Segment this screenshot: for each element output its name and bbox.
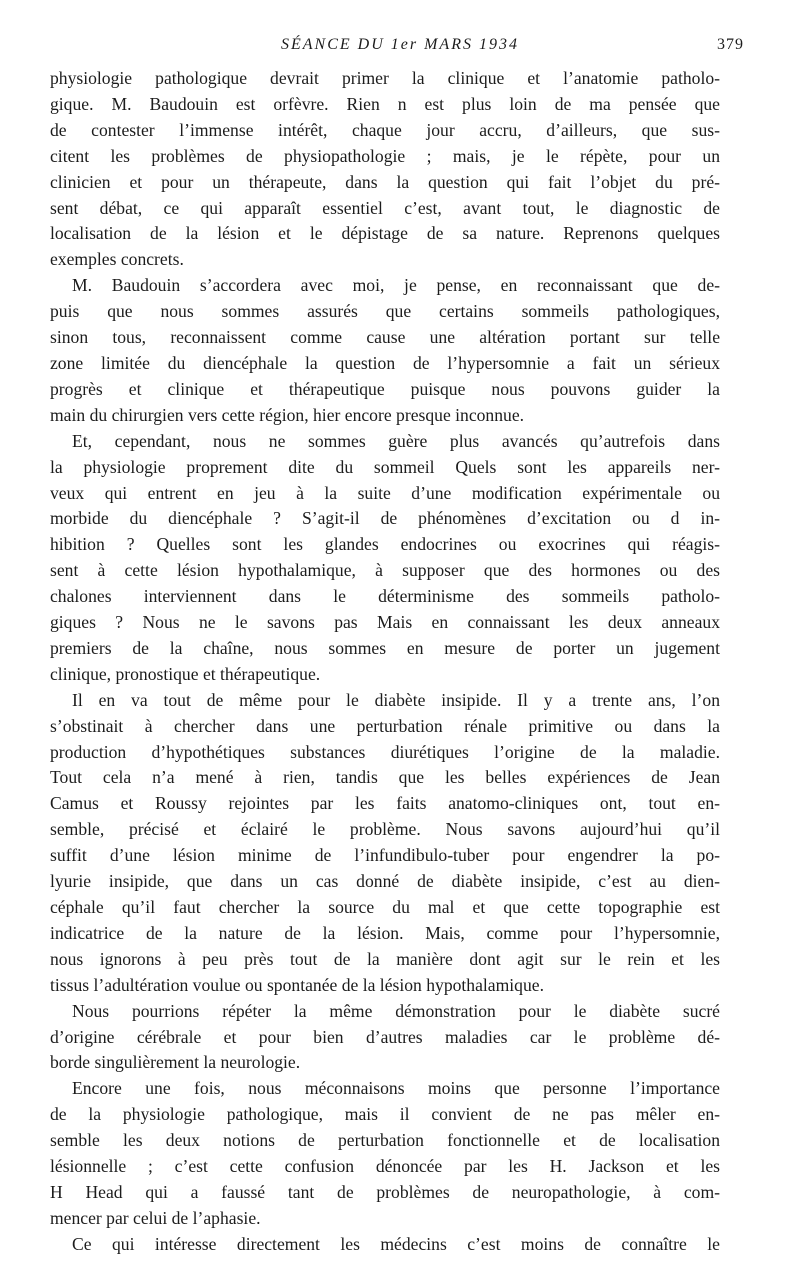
text-line: hibition ? Quelles sont les glandes endocrines ou exocrines qui réagis- bbox=[50, 534, 720, 555]
text-line: morbide du diencéphale ? S’agit-il de phénomènes d’excitation ou d in- bbox=[50, 508, 720, 529]
text-line: borde singulièrement la neurologie. bbox=[50, 1052, 301, 1073]
text-line: semble, précisé et éclairé le problème. Nous savons aujourd’hui qu’il bbox=[50, 819, 720, 840]
text-line: premiers de la chaîne, nous sommes en mesure de porter un jugement bbox=[50, 637, 720, 658]
text-line: nous ignorons à peu près tout de la manière dont agit sur le rein et les bbox=[50, 948, 720, 969]
text-line: giques ? Nous ne le savons pas Mais en connaissant les deux anneaux bbox=[50, 612, 720, 633]
text-line: de la physiologie pathologique, mais il convient de ne pas mêler en- bbox=[50, 1104, 720, 1125]
text-line: suffit d’une lésion minime de l’infundibulo-tuber pour engendrer la po- bbox=[50, 845, 720, 866]
text-line: lyurie insipide, que dans un cas donné de diabète insipide, c’est au dien- bbox=[50, 871, 720, 892]
text-line: Camus et Roussy rejointes par les faits anatomo-cliniques ont, tout en- bbox=[50, 793, 720, 814]
text-line: de contester l’immense intérêt, chaque jour accru, d’ailleurs, que sus- bbox=[50, 119, 720, 140]
text-line: citent les problèmes de physiopathologie ; mais, je le répète, pour un bbox=[50, 145, 720, 166]
text-line: s’obstinait à chercher dans une perturbation rénale primitive ou dans la bbox=[50, 715, 720, 736]
text-line: Ce qui intéresse directement les médecins c’est moins de connaître le bbox=[72, 1233, 720, 1254]
text-line: gique. M. Baudouin est orfèvre. Rien n est plus loin de ma pensée que bbox=[50, 93, 720, 114]
text-line: semble les deux notions de perturbation fonctionnelle et de localisation bbox=[50, 1130, 720, 1151]
text-line: M. Baudouin s’accordera avec moi, je pense, en reconnaissant que de- bbox=[72, 275, 720, 296]
text-line: production d’hypothétiques substances diurétiques l’origine de la maladie. bbox=[50, 741, 720, 762]
text-line: zone limitée du diencéphale la question de l’hypersomnie a fait un sérieux bbox=[50, 352, 720, 373]
text-line: veux qui entrent en jeu à la suite d’une modification expérimentale ou bbox=[50, 482, 720, 503]
text-line: physiologie pathologique devrait primer la clinique et l’anatomie patholo- bbox=[50, 68, 720, 88]
text-line: la physiologie proprement dite du sommeil Quels sont les appareils ner- bbox=[50, 456, 720, 477]
text-line: tissus l’adultération voulue ou spontanée de la lésion hypothalamique. bbox=[50, 974, 544, 995]
text-line: localisation de la lésion et le dépistage de sa nature. Reprenons quelques bbox=[50, 223, 720, 244]
text-line: main du chirurgien vers cette région, hier encore presque inconnue. bbox=[50, 404, 525, 425]
text-line: lésionnelle ; c’est cette confusion dénoncée par les H. Jackson et les bbox=[50, 1156, 720, 1177]
text-line: exemples concrets. bbox=[50, 249, 184, 270]
running-header bbox=[0, 36, 800, 60]
text-line: sent débat, ce qui apparaît essentiel c’est, avant tout, le diagnostic de bbox=[50, 197, 720, 218]
text-line: Il en va tout de même pour le diabète insipide. Il y a trente ans, l’on bbox=[72, 689, 720, 710]
text-line: sent à cette lésion hypothalamique, à supposer que des hormones ou des bbox=[50, 560, 720, 581]
text-line: H Head qui a faussé tant de problèmes de neuropathologie, à com- bbox=[50, 1181, 720, 1202]
running-title: SÉANCE DU 1er MARS 1934 bbox=[281, 36, 519, 53]
text-line: d’origine cérébrale et pour bien d’autres maladies car le problème dé- bbox=[50, 1026, 720, 1047]
text-line: puis que nous sommes assurés que certains sommeils pathologiques, bbox=[50, 301, 720, 322]
page-number: 379 bbox=[717, 36, 744, 53]
text-line: indicatrice de la nature de la lésion. Mais, comme pour l’hypersomnie, bbox=[50, 922, 720, 943]
body-text bbox=[50, 66, 720, 1258]
text-line: progrès et clinique et thérapeutique puisque nous pouvons guider la bbox=[50, 378, 720, 399]
text-line: Et, cependant, nous ne sommes guère plus avancés qu’autrefois dans bbox=[72, 430, 720, 451]
text-line: mencer par celui de l’aphasie. bbox=[50, 1207, 261, 1228]
text-line: chalones interviennent dans le déterminisme des sommeils patholo- bbox=[50, 586, 720, 607]
text-line: Nous pourrions répéter la même démonstration pour le diabète sucré bbox=[72, 1000, 720, 1021]
text-line: clinicien et pour un thérapeute, dans la question qui fait l’objet du pré- bbox=[50, 171, 720, 192]
text-line: céphale qu’il faut chercher la source du mal et que cette topographie est bbox=[50, 897, 720, 917]
text-line: Encore une fois, nous méconnaisons moins que personne l’importance bbox=[72, 1078, 720, 1099]
text-line: sinon tous, reconnaissent comme cause une altération portant sur telle bbox=[50, 327, 720, 348]
text-line: clinique, pronostique et thérapeutique. bbox=[50, 663, 321, 684]
text-line: Tout cela n’a mené à rien, tandis que les belles expériences de Jean bbox=[50, 767, 720, 788]
